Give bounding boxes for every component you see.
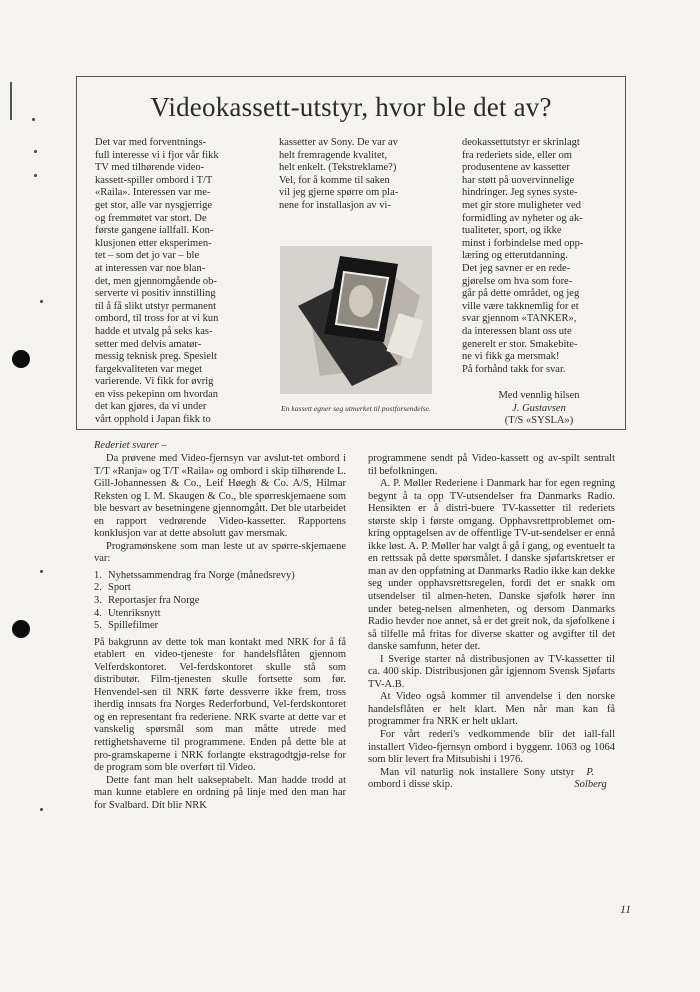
binder-dot: [40, 300, 43, 303]
binder-dot: [34, 150, 37, 153]
wish-list: [94, 570, 346, 633]
list-item: 5. Spillefilmer: [94, 620, 159, 632]
binder-dot: [34, 174, 37, 177]
paragraph: A. P. Møller Rederiene i Danmark har for egen regning begynt å ta opp TV-utsendelser fra Danmarks Radio. Hensikten er å distri-buere TV-kassetter til rederiets største skip i første omgang. Opphavsrettproblemet om-kring opptagelsen av de offentlige TV-ut-sendelser er ennå ikke løst. A. P. Møller har valgt å gå i gang, og eventuelt ta en rettssak på dette spørsmålet. I danske sjøfartskretser er man av den oppfatning at Danmarks Radio ikke kan dekke seg under opphavsrettsregelen, fordi det er snakk om utsendelser til almen-heten. Danske sjøfolk hører inn under beteg-nelsen almenheten, og dersom Danmarks Radio hevder noe annet, så er det greit nok, da sjøfolkene i så tilfelle må fritas for diverse skatter og avgifter til det danske samfunn, heter det.: [368, 478, 615, 653]
reply-column-left: [94, 453, 346, 812]
punch-hole: [12, 350, 30, 368]
signature-ship: (T/S «SYSLA»): [504, 415, 574, 427]
letter-column-3: deokassettutstyr er skrinlagt fra rederiets side, eller om produsentene av kassetter har støtt på uovervinnelige hindringer. Jeg synes syste- met gir store muligheter ved formidling av nyheter og ak- tualiteter, sport, og ikke minst i forbindelse med opp- læring og etterutdanning. Det jeg savner er en rede- gjørelse om hva som fore- går på dette området, og jeg ville være takknemlig for et svar gjennom «TANKER», da interessen blant oss ute generelt er stor. Smakebite- ne vi fikk ga mersmak! På forhånd takk for svar.: [462, 137, 584, 375]
paragraph: Man vil naturlig nok installere Sony utstyr ombord i disse skip. P. Solberg: [368, 767, 615, 792]
binder-dot: [40, 570, 43, 573]
reply-column-right: [368, 453, 615, 792]
letter-column-2: kassetter av Sony. De var av helt fremragende kvalitet, helt enkelt. (Tekstreklame?) Vel, for å komme til saken vil jeg gjerne spørre om pla- nene for installasjon av vi-: [279, 137, 399, 211]
list-item: 4. Utenriksnytt: [94, 607, 161, 619]
binder-dot: [32, 118, 35, 121]
signature-name: J. Gustavsen: [512, 402, 566, 414]
photo-caption: En kassett egner seg utmerket til postforsendelse.: [281, 404, 431, 413]
binder-mark: [10, 82, 12, 120]
paragraph: At Video også kommer til anvendelse i den norske handelsflåten er helt klart. Men når man kan få programmer fra NRK er helt uklart.: [368, 691, 615, 728]
paragraph: Dette fant man helt uakseptabelt. Man hadde trodd at man kunne etablere en ordning på linje med den man har for Svalbard. Dit blir NRK: [94, 774, 346, 811]
paragraph: Programønskene som man leste ut av spørre-skjemaene var:: [94, 540, 346, 565]
closing: Med vennlig hilsen: [498, 390, 580, 401]
page-number: 11: [620, 902, 632, 916]
paragraph: I Sverige starter nå distribusjonen av TV-kassetter til ca. 400 skip. Distribusjonen går igjennom Svensk Sjøfarts TV-A.B.: [368, 653, 615, 690]
letter-signature: [462, 390, 616, 428]
punch-hole: [12, 620, 30, 638]
cassette-photo: [280, 246, 432, 394]
list-item: 1. Nyhetssammendrag fra Norge (månedsrevy): [94, 569, 295, 581]
page-title: Videokassett-utstyr, hvor ble det av?: [150, 92, 552, 122]
cassette-photo-icon: [280, 246, 432, 394]
list-item: 2. Sport: [94, 582, 131, 594]
binder-dot: [40, 808, 43, 811]
paragraph: programmene sendt på Video-kassett og av-spilt sentralt til befolkningen.: [368, 453, 615, 477]
letter-column-1: Det var med forventnings- full interesse vi i fjor vår fikk TV med tilhørende video- kassett-spiller ombord i T/T «Raila». Interessen var me- get stor, alle var nysgjerrige og fremmøtet var stort. De første gangene iallfall. Kon- klusjonen etter eksperimen- tet – som det jo var – ble at interessen var noe blan- det, men gjennomgående ob- serverte vi positiv innstilling til å få slikt utstyr permanent ombord, til tross for at vi kun hadde et utvalg på seks kas- setter med delvis amatør- messig teknisk preg. Spesielt fargekvaliteten var meget varierende. Vi fikk for øvrig en viss pekepinn om hvordan det kan gjøres, da vi under vårt opphold i Japan fikk to: [95, 137, 219, 426]
paragraph: På bakgrunn av dette tok man kontakt med NRK for å få etablert en video-tjeneste for handelsflåten gjennom Velferdskontoret. Vel-ferdskontoret skulle stå som distributør. Film-tjenesten skulle fortsette som før. Henvendel-sen til NRK førte dessverre ikke frem, tross iherdig innsats fra Norges Rederforbund, Vel-ferdskontoret og en representant fra rederiene. NRK svarte at dette var et vanskelig spørsmål som man måtte utrede med rettighetshaverne til programmene. Enden på dette ble at pro-gramskaperne i NRK forlangte ekstragodtgjø-relse for de program som ble overført til Video.: [94, 636, 346, 774]
reply-author: P. Solberg: [574, 766, 607, 791]
reply-heading: Rederiet svarer –: [94, 440, 167, 451]
paragraph: Da prøvene med Video-fjernsyn var avslut-tet ombord i T/T «Ranja» og T/T «Raila» og ombord i skip tilhørende L. Gill-Johannessen & Co., Leif Høegh & Co. A/S, Hilmar Reksten og I. M. Skaugen & Co., ble spørreskjemaene som ble besvart av besetningene gjennomgått. Det ble utarbeidet en rapport vedrørende Video-kassetter. Rapportens konklusjon var at dette absolutt gav mersmak.: [94, 453, 346, 540]
list-item: 3. Reportasjer fra Norge: [94, 595, 200, 607]
paragraph: For vårt rederi's vedkommende blir det iall-fall installert Video-fjernsyn ombord i byggenr. 1063 og 1064 som blir levert fra Mitsubishi i 1976.: [368, 729, 615, 766]
